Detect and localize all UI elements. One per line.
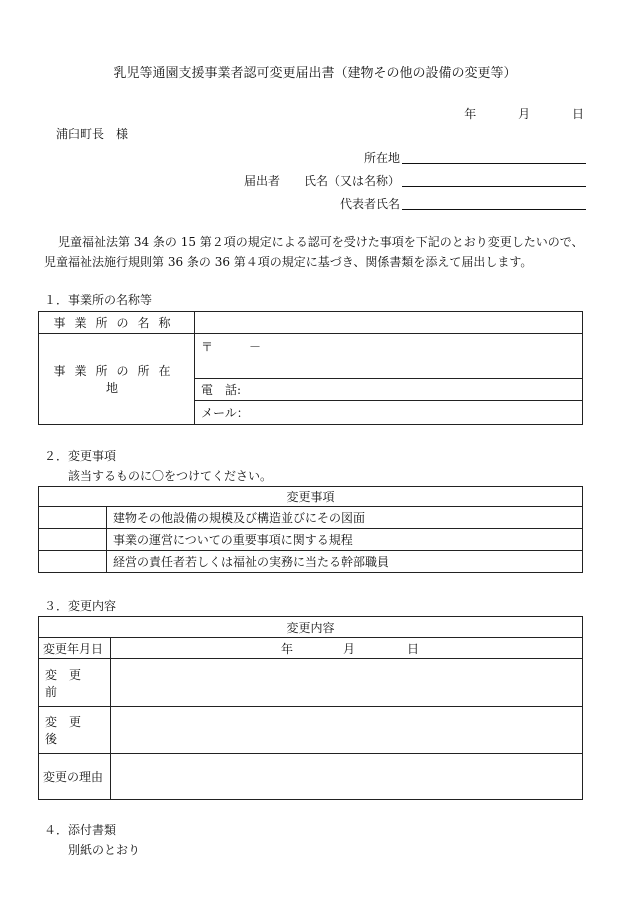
change-items-header: 変更事項 — [39, 487, 583, 507]
section2-heading: ２．変更事項 — [44, 449, 117, 463]
filer-address-field[interactable] — [402, 151, 586, 164]
change-date-field[interactable] — [111, 638, 583, 659]
change-reason-label: 変更の理由 — [39, 754, 111, 800]
date-day-label: 日 — [571, 107, 584, 121]
section4-heading: ４．添付書類 — [44, 823, 117, 837]
date-month-label: 月 — [518, 107, 531, 121]
filer-rep-label: 代表者氏名 — [339, 197, 400, 211]
facility-address-label: 事業所の所在地 — [39, 334, 195, 425]
change-item-checkbox[interactable] — [39, 507, 107, 529]
filer-name-field[interactable] — [402, 174, 586, 187]
facility-phone-field[interactable]: 電 話: — [195, 379, 583, 401]
change-after-field[interactable] — [111, 707, 583, 754]
change-item-checkbox[interactable] — [39, 551, 107, 573]
change-before-label: 変 更 前 — [39, 659, 111, 707]
filer-address-label: 所在地 — [363, 151, 400, 165]
facility-table — [38, 311, 583, 425]
filer-name-row — [244, 174, 586, 187]
filer-rep-row — [340, 197, 586, 210]
addressee: 浦臼町長 様 — [56, 127, 129, 141]
change-item-checkbox[interactable] — [39, 529, 107, 551]
facility-postal-field[interactable]: 〒 － — [195, 334, 583, 379]
filer-name-label: 氏名（又は名称） — [303, 174, 400, 188]
change-reason-field[interactable] — [111, 754, 583, 800]
section3-heading: ３．変更内容 — [44, 599, 117, 613]
change-date-month: 月 — [343, 641, 356, 656]
section2-instruction: 該当するものに〇をつけてください。 — [68, 469, 273, 483]
change-before-field[interactable] — [111, 659, 583, 707]
body-text-line2: 児童福祉法施行規則第 36 条の 36 第４項の規定に基づき、関係書類を添えて届出します。 — [44, 255, 533, 269]
change-date-year: 年 — [281, 641, 294, 656]
submission-date — [458, 108, 584, 120]
change-content-header: 変更内容 — [39, 617, 583, 638]
change-item-label: 事業の運営についての重要事項に関する規程 — [107, 529, 583, 551]
document-title: 乳児等通園支援事業者認可変更届出書（建物その他の設備の変更等） — [113, 66, 517, 81]
body-text-line1: 児童福祉法第 34 条の 15 第２項の規定による認可を受けた事項を下記のとおり変更したいので、 — [58, 235, 584, 249]
filer-address-row — [364, 151, 586, 164]
change-item-label: 経営の責任者若しくは福祉の実務に当たる幹部職員 — [107, 551, 583, 573]
filer-label: 届出者 — [243, 174, 280, 188]
facility-email-field[interactable]: メール： — [195, 401, 583, 425]
filer-rep-field[interactable] — [402, 197, 586, 210]
change-date-label: 変更年月日 — [39, 638, 111, 659]
date-year-label: 年 — [464, 107, 477, 121]
section1-heading: １．事業所の名称等 — [44, 293, 153, 307]
change-items-table — [38, 486, 583, 573]
facility-name-label: 事業所の名称 — [39, 312, 195, 334]
attachments-text: 別紙のとおり — [68, 843, 141, 857]
change-item-label: 建物その他設備の規模及び構造並びにその図面 — [107, 507, 583, 529]
facility-name-field[interactable] — [195, 312, 583, 334]
change-after-label: 変 更 後 — [39, 707, 111, 754]
change-date-day: 日 — [407, 641, 420, 656]
change-content-table — [38, 616, 583, 800]
